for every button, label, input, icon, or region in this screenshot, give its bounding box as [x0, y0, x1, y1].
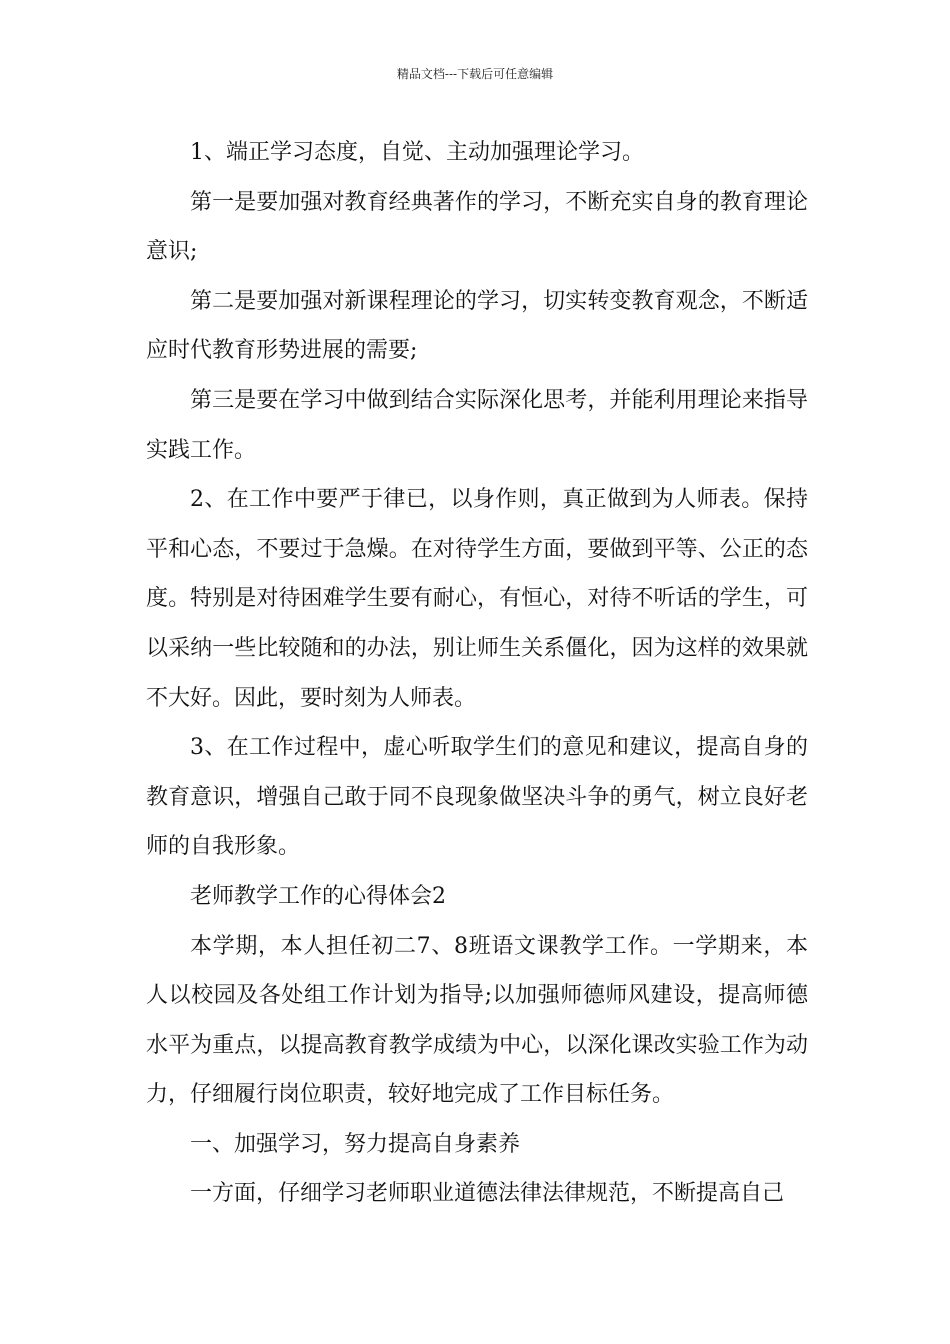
- paragraph-2: 第一是要加强对教育经典著作的学习，不断充实自身的教育理论意识;: [146, 189, 808, 265]
- subsection-heading: 一、加强学习，努力提高自身素养: [190, 1131, 521, 1157]
- paragraph-5: 2、在工作中要严于律已，以身作则，真正做到为人师表。保持平和心态，不要过于急燥。在对待学生方面，要做到平等、公正的态度。特别是对待困难学生要有耐心，有恒心，对待不听话的学生，可以采纳一些比较随和的办法，别让师生关系僵化，因为这样的效果就不大好。因此，要时刻为人师表。: [146, 487, 808, 711]
- page-header: 精品文档---下载后可任意编辑: [396, 67, 554, 81]
- section-title: 老师教学工作的心得体会2: [190, 883, 446, 909]
- document-body: [146, 128, 808, 1219]
- paragraph-8: 本学期，本人担任初二7、8班语文课教学工作。一学期来，本人以校园及各处组工作计划为指导;以加强师德师风建设，提高师德水平为重点，以提高教育教学成绩为中心，以深化课改实验工作为动力，仔细履行岗位职责，较好地完成了工作目标任务。: [146, 933, 808, 1108]
- paragraph-1: 1、端正学习态度，自觉、主动加强理论学习。: [190, 140, 644, 165]
- paragraph-10: 一方面，仔细学习老师职业道德法律法律规范，不断提高自己: [190, 1181, 785, 1207]
- paragraph-3: 第二是要加强对新课程理论的学习，切实转变教育观念，不断适应时代教育形势进展的需要;: [146, 288, 808, 364]
- paragraph-4: 第三是要在学习中做到结合实际深化思考，并能利用理论来指导实践工作。: [146, 387, 808, 463]
- paragraph-6: 3、在工作过程中，虚心听取学生们的意见和建议，提高自身的教育意识，增强自己敢于同不良现象做坚决斗争的勇气，树立良好老师的自我形象。: [146, 735, 808, 860]
